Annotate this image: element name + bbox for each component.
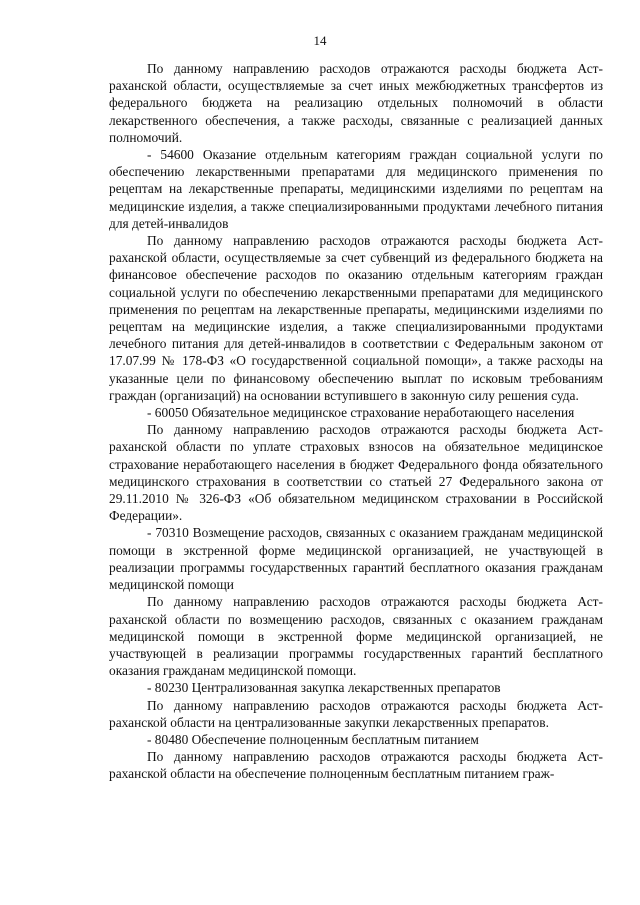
paragraph-code-54600-title: - 54600 Оказание отдельным категориям граждан социальной услуги по обеспечению лекарственными препаратами для медицинского применения по рецептам на лекарственные препараты, медицинскими изделиями по рецептам на медицинские изделия, а также специализированными продуктами лечебного питания для детей-инвалидов	[109, 147, 603, 231]
paragraph-expenses-interbudget-transfers: По данному направлению расходов отражаются расходы бюджета Астраханской области, осуществляемые за счет иных межбюджетных трансфертов из федерального бюджета на реализацию отдельных полномочий в области лекарственного обеспечения, а также расходы, связанные с реализацией данных полномочий.	[109, 61, 603, 145]
paragraph-code-80230-description: По данному направлению расходов отражаются расходы бюджета Астраханской области на централизованные закупки лекарственных препаратов.	[109, 697, 603, 730]
paragraph-code-80480-title: - 80480 Обеспечение полноценным бесплатным питанием	[147, 731, 479, 747]
paragraph-code-70310-title: - 70310 Возмещение расходов, связанных с оказанием гражданам медицинской помощи в экстренной форме медицинской организацией, не участвующей в реализации программы государственных гарантий бесплатного оказания гражданам медицинской помощи	[109, 525, 603, 593]
page-number: 14	[313, 33, 327, 48]
document-body	[109, 60, 603, 783]
paragraph-code-70310-description: По данному направлению расходов отражаются расходы бюджета Астраханской области по возмещению расходов, связанных с оказанием гражданам медицинской помощи в экстренной форме медицинской организацией, не участвующей в реализации программы государственных гарантий бесплатного оказания гражданам медицинской помощи.	[109, 594, 603, 679]
paragraph-code-80230-title: - 80230 Централизованная закупка лекарственных препаратов	[147, 680, 501, 696]
paragraph-code-80480-description: По данному направлению расходов отражаются расходы бюджета Астраханской области на обеспечение полноценным бесплатным питанием граж-	[109, 749, 603, 782]
paragraph-code-60050-description: По данному направлению расходов отражаются расходы бюджета Астраханской области по уплате страховых взносов на обязательное медицинское страхование неработающего населения в бюджет Федерального фонда обязательного медицинского страхования в соответствии со статьей 27 Федерального закона от 29.11.2010 № 326-ФЗ «Об обязательном медицинском страховании в Российской Федерации».	[109, 422, 603, 524]
paragraph-code-54600-description: По данному направлению расходов отражаются расходы бюджета Астраханской области, осуществляемые за счет субвенций из федерального бюджета на финансовое обеспечение расходов по оказанию отдельным категориям граждан социальной услуги по обеспечению лекарственными препаратами для медицинского применения по рецептам на лекарственные препараты, медицинскими изделиями по рецептам на медицинские изделия, а также специализированными продуктами лечебного питания для детей-инвалидов в соответствии с Федеральным законом от 17.07.99 № 178-ФЗ «О государственной социальной помощи», а также расходы на указанные цели по финансовому обеспечению выплат по исковым требованиям граждан (организаций) на основании вступившего в законную силу решения суда.	[109, 233, 603, 403]
paragraph-code-60050-title: - 60050 Обязательное медицинское страхование неработающего населения	[147, 405, 575, 421]
